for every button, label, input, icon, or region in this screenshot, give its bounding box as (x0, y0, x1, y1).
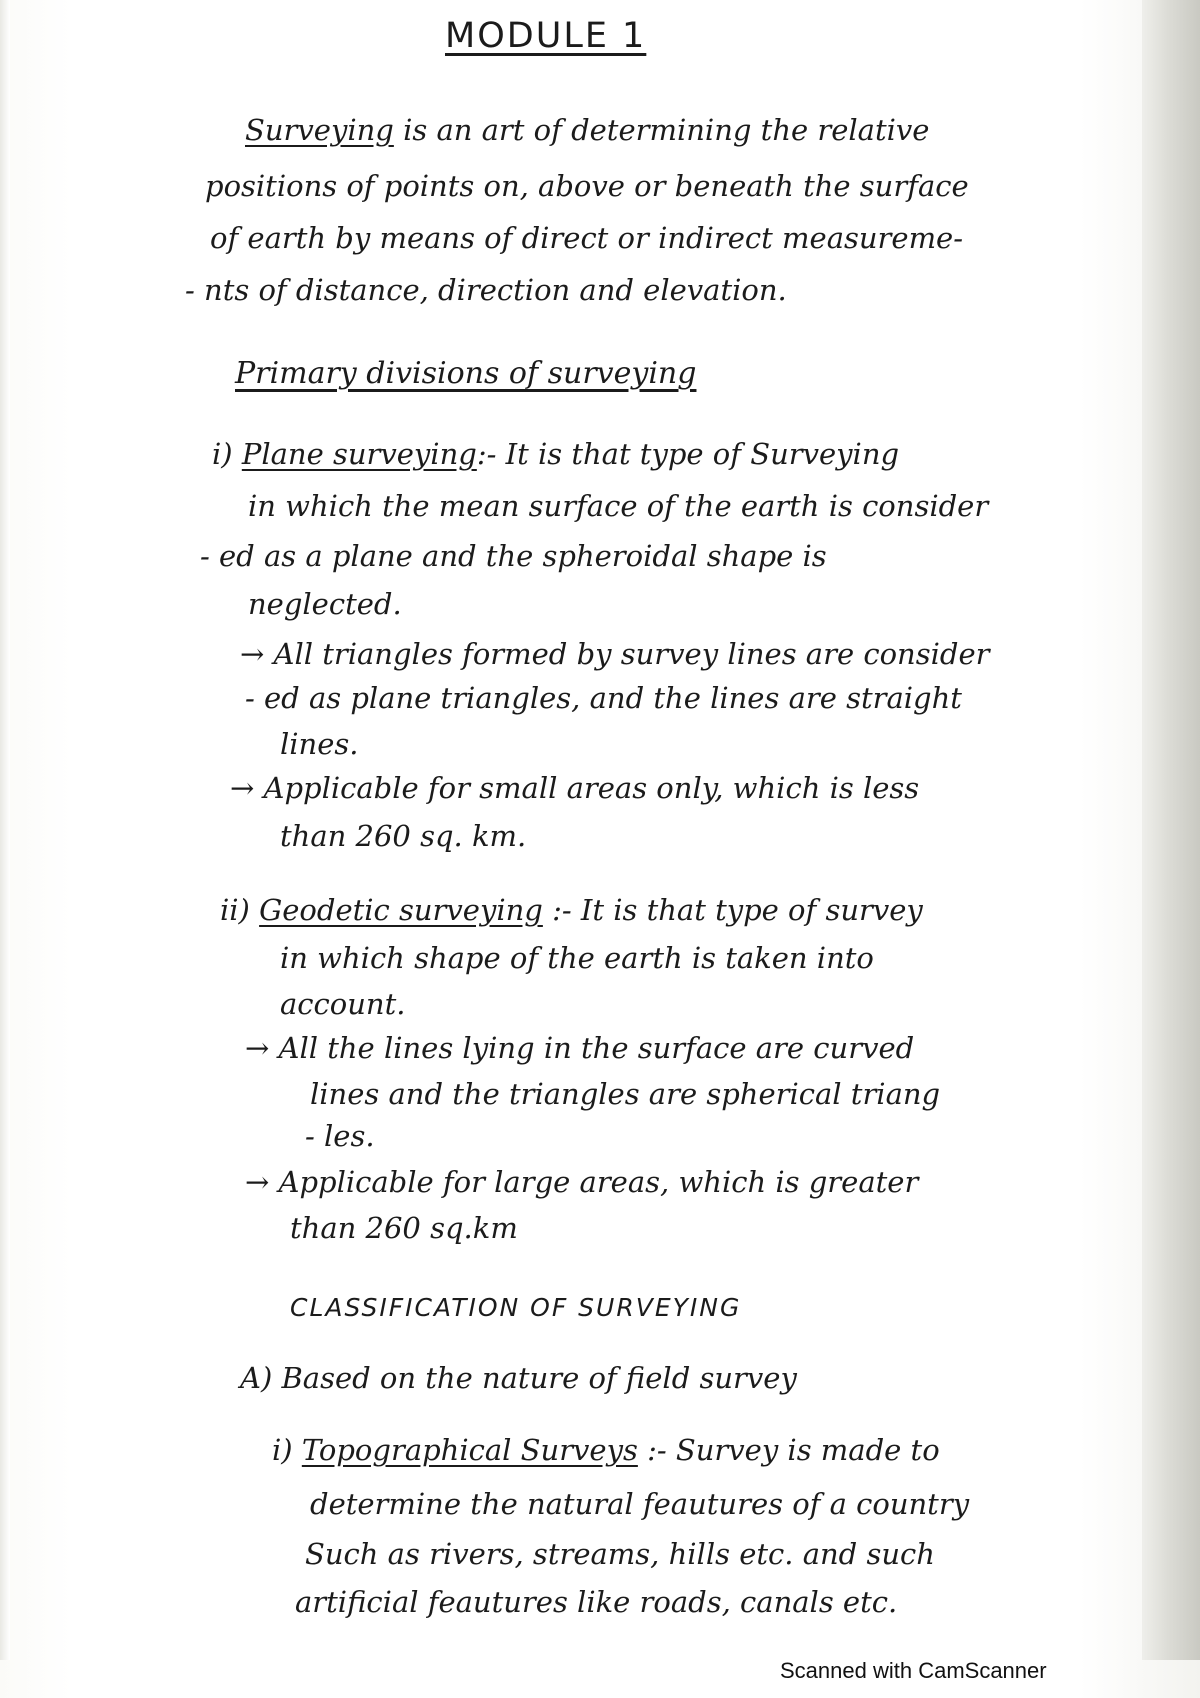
term-topographical-surveys: Topographical Surveys (301, 1433, 638, 1467)
plane-bullet-1-line-2: - ed as plane triangles, and the lines are straight (245, 681, 962, 715)
plane-surveying-line-3: - ed as a plane and the spheroidal shape is (200, 539, 827, 573)
geodetic-bullet-1-line-3: - les. (305, 1119, 375, 1153)
geodetic-bullet-1-line-2: lines and the triangles are spherical triang (310, 1077, 941, 1111)
plane-bullet-2-line-1: → Applicable for small areas only, which is less (230, 771, 920, 805)
scanner-watermark: Scanned with CamScanner (780, 1658, 1047, 1683)
intro-line-3: of earth by means of direct or indirect measureme- (210, 221, 964, 255)
primary-divisions-heading: Primary divisions of surveying (235, 356, 697, 391)
plane-bullet-1-line-1: → All triangles formed by survey lines are consider (240, 637, 990, 671)
classification-a-line: A) Based on the nature of field survey (240, 1361, 797, 1395)
term-surveying: Surveying (245, 113, 394, 147)
term-plane-surveying: Plane surveying (241, 437, 477, 471)
page-left-edge (0, 0, 10, 1660)
topographical-line-3: Such as rivers, streams, hills etc. and such (305, 1537, 935, 1571)
geodetic-bullet-2-line-1: → Applicable for large areas, which is greater (245, 1165, 919, 1199)
geodetic-surveying-line-3: account. (280, 987, 406, 1021)
topographical-line-1: i) Topographical Surveys :- Survey is made to (272, 1433, 940, 1467)
geodetic-surveying-line-1: ii) Geodetic surveying :- It is that type of survey (220, 893, 923, 927)
plane-bullet-1-line-3: lines. (280, 727, 359, 761)
intro-line-2: positions of points on, above or beneath the surface (205, 169, 969, 203)
topographical-line-2: determine the natural feautures of a country (310, 1487, 970, 1521)
geodetic-surveying-line-2: in which shape of the earth is taken into (280, 941, 874, 975)
plane-surveying-line-2: in which the mean surface of the earth is consider (248, 489, 989, 523)
geodetic-bullet-2-line-2: than 260 sq.km (290, 1211, 518, 1245)
classification-heading: CLASSIFICATION OF SURVEYING (290, 1293, 742, 1322)
plane-surveying-line-4: neglected. (248, 587, 402, 621)
plane-bullet-2-line-2: than 260 sq. km. (280, 819, 527, 853)
topographical-line-4: artificial feautures like roads, canals etc. (295, 1585, 898, 1619)
page-title: MODULE 1 (445, 16, 647, 56)
geodetic-bullet-1-line-1: → All the lines lying in the surface are curved (245, 1031, 915, 1065)
intro-line-1: Surveying is an art of determining the relative (245, 113, 930, 147)
intro-line-4: - nts of distance, direction and elevation. (185, 273, 787, 307)
page-right-edge-shadow (1142, 0, 1200, 1660)
term-geodetic-surveying: Geodetic surveying (259, 893, 543, 927)
plane-surveying-line-1: i) Plane surveying:- It is that type of Surveying (212, 437, 900, 471)
